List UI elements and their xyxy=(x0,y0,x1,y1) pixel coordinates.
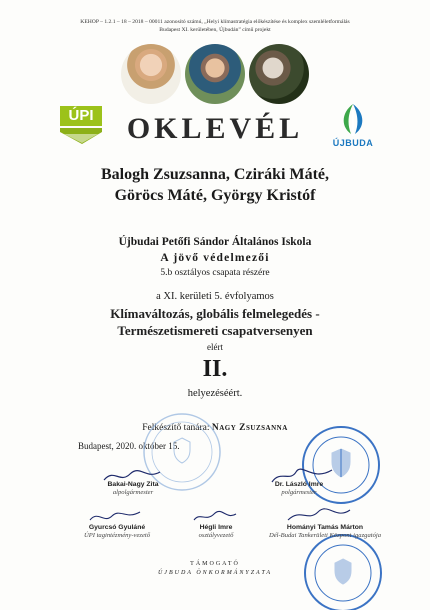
grade-line: a XI. kerületi 5. évfolyamos xyxy=(156,291,274,302)
portrait-photos xyxy=(0,44,430,106)
upi-logo-text: ÚPI xyxy=(68,107,94,124)
ujbuda-logo-text: ÚJBUDA xyxy=(332,138,374,148)
competition-line-1: Klímaváltozás, globális felmelegedés - xyxy=(110,306,320,321)
competition-line-2: Természetismereti csapatversenyen xyxy=(117,323,313,338)
header-line-2: Budapest XI. kerületében, Újbudán” című projekt xyxy=(159,27,271,33)
signatory-name-4: Hégli Imre xyxy=(199,524,233,531)
signature-scribble-5 xyxy=(284,506,354,524)
signatory-role-1: alpolgármester xyxy=(112,489,154,496)
signatory-role-5: Dél-Budai Tankerületi Központ igazgatója xyxy=(268,532,382,539)
header-line-1: KEHOP – 1.2.1 – 18 – 2018 – 00011 azonosító számú, „Helyi klímastratégia előkészítése és komplex szemléletformálás xyxy=(80,19,350,25)
placement: II. xyxy=(202,356,228,382)
signatory-role-2: polgármester xyxy=(281,489,317,496)
project-header xyxy=(0,18,430,34)
signatory-role-3: ÚPI tagintézmény-vezető xyxy=(83,532,151,539)
signatory-role-4: osztályvezető xyxy=(198,532,234,539)
achieved-label: elért xyxy=(207,342,223,352)
recipients-line-1: Balogh Zsuzsanna, Cziráki Máté, xyxy=(100,166,329,183)
supporter-block xyxy=(0,560,430,578)
team-name: A jövő védelmezői xyxy=(160,252,270,264)
preparer-label: Felkészítő tanára: xyxy=(142,423,210,433)
signatory-name-5: Hományi Tamás Márton xyxy=(286,524,364,531)
certificate-title: OKLEVÉL xyxy=(126,112,304,145)
signature-block-1 xyxy=(68,481,198,497)
signatory-name-2: Dr. László Imre xyxy=(274,481,324,488)
supporter-label: TÁMOGATÓ xyxy=(190,561,240,567)
portrait-photo-1 xyxy=(121,44,181,104)
portrait-photo-2 xyxy=(185,44,245,104)
signature-block-2 xyxy=(234,481,364,497)
ujbuda-leaf-icon xyxy=(330,102,376,138)
signatory-name-1: Bakai-Nagy Zita xyxy=(107,481,159,488)
recipients-line-2: Göröcs Máté, György Kristóf xyxy=(114,187,316,204)
signature-block-5 xyxy=(250,524,400,540)
supporter-name: ÚJBUDA ÖNKORMÁNYZATA xyxy=(157,570,273,576)
placement-suffix: helyezéséért. xyxy=(187,388,243,399)
team-description: 5.b osztályos csapata részére xyxy=(160,268,270,278)
portrait-photo-3 xyxy=(249,44,309,104)
ujbuda-logo xyxy=(330,102,376,150)
issue-date: Budapest, 2020. október 15. xyxy=(78,441,180,451)
school-name: Újbudai Petőfi Sándor Általános Iskola xyxy=(118,236,312,248)
signatory-name-3: Gyurcsó Gyuláné xyxy=(88,524,146,531)
preparer-name: Nagy Zsuzsanna xyxy=(211,423,288,433)
